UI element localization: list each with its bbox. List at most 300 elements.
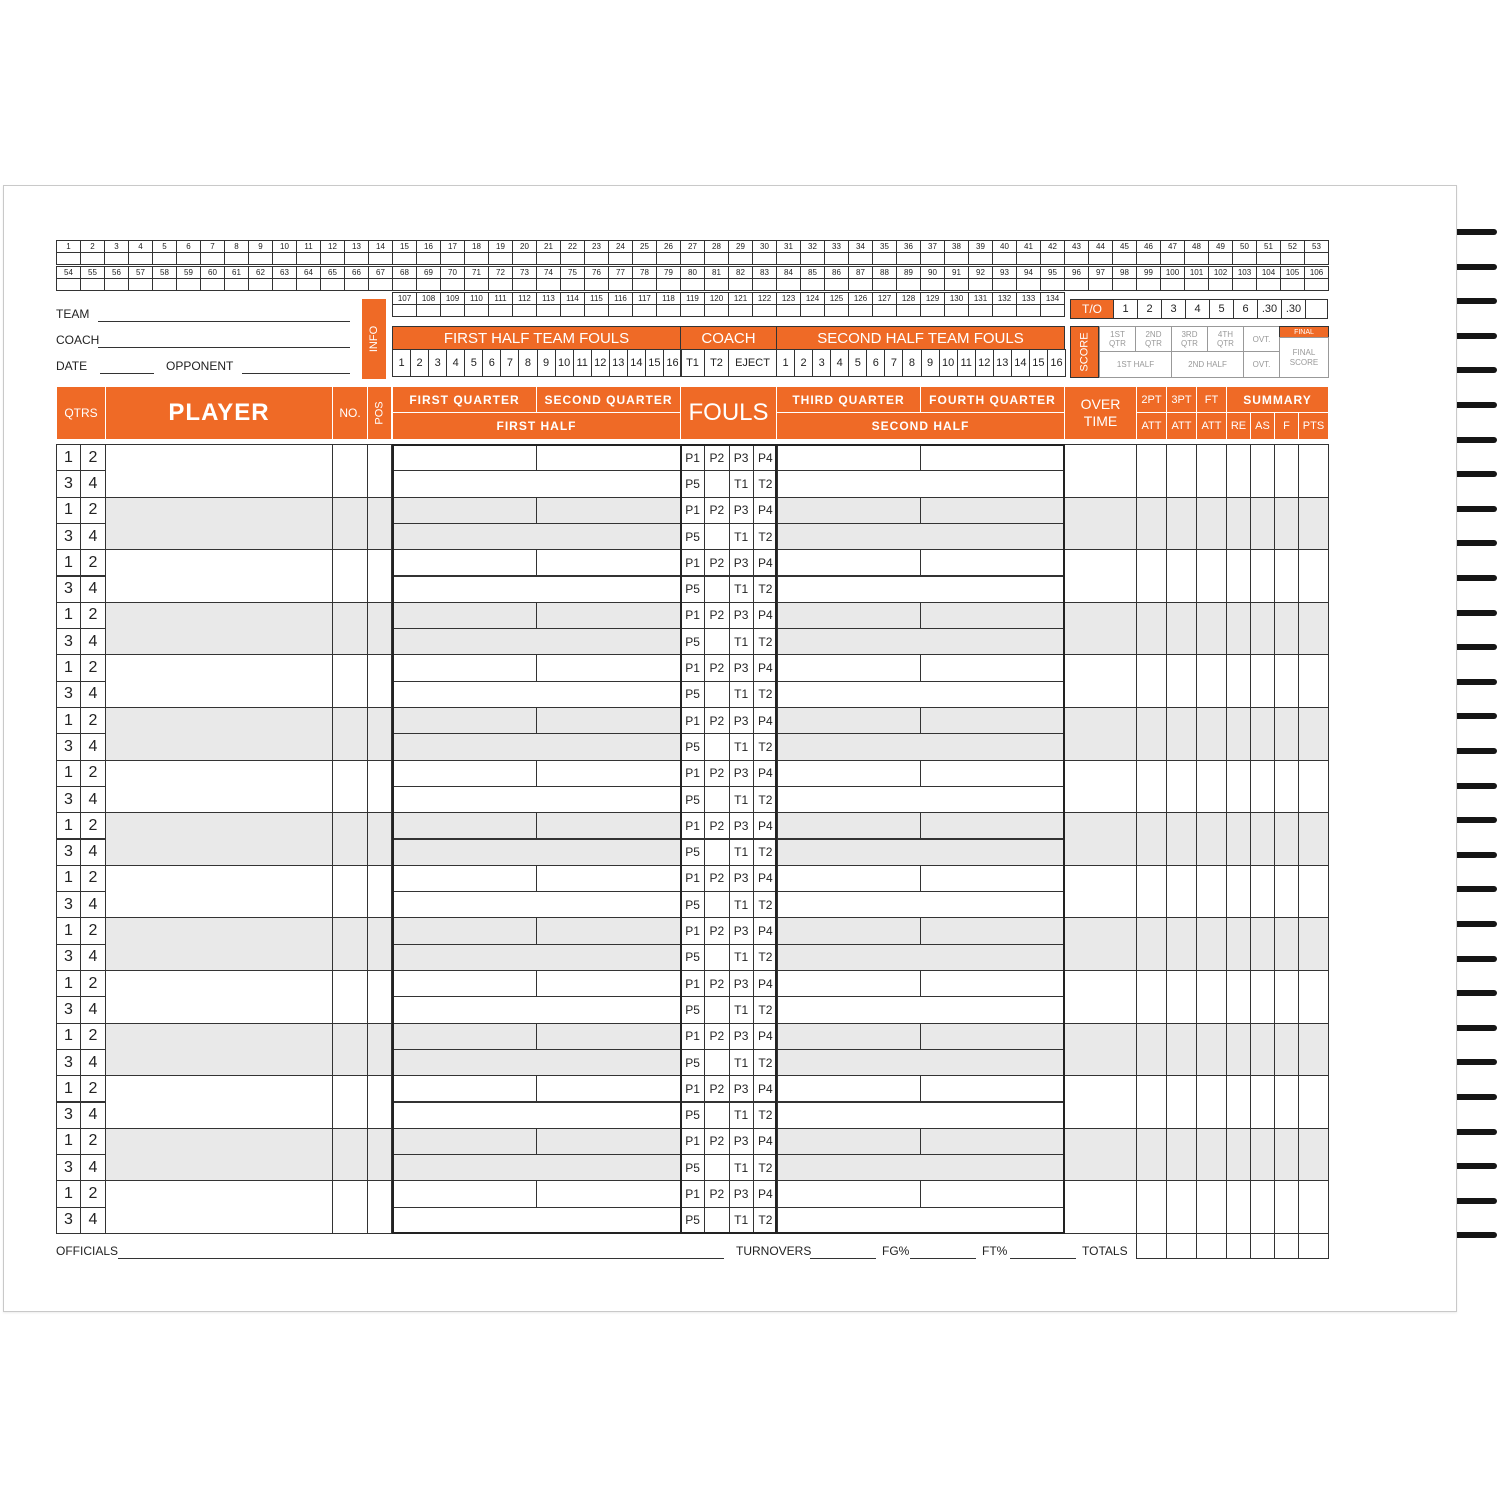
player-number-field[interactable] [332,917,368,971]
rebounds-field[interactable] [1226,812,1251,866]
personal-foul-box[interactable]: P3 [729,1180,754,1207]
player-name-field[interactable] [105,497,333,551]
personal-foul-box[interactable]: P4 [753,1180,778,1207]
point-box[interactable] [752,278,777,291]
quarter-box[interactable]: 2 [80,444,106,471]
score-quarter-box[interactable]: OVT. [1243,326,1280,352]
three-point-field[interactable] [1166,865,1197,919]
quarter-box[interactable]: 3 [56,1049,81,1076]
point-box[interactable] [968,304,993,317]
quarter-box[interactable]: 3 [56,839,81,866]
point-box[interactable] [1112,278,1137,291]
totals-field[interactable] [1136,1233,1167,1259]
points-field[interactable] [1298,497,1329,551]
player-position-field[interactable] [367,760,392,814]
personal-foul-box[interactable]: P4 [753,760,778,787]
first-half-foul-box[interactable]: 4 [446,349,465,377]
point-box[interactable] [464,278,489,291]
score-half-box[interactable]: OVT. [1243,351,1280,378]
player-number-field[interactable] [332,1023,368,1077]
free-throw-field[interactable] [1196,654,1227,708]
fouls-field[interactable] [1274,549,1299,603]
personal-foul-box[interactable]: P2 [704,760,729,787]
personal-foul-box[interactable]: P1 [680,865,705,892]
point-box[interactable] [680,252,705,265]
rebounds-field[interactable] [1226,1075,1251,1129]
quarter-box[interactable]: 1 [56,654,81,681]
point-box[interactable] [296,278,321,291]
point-box[interactable] [800,304,825,317]
player-position-field[interactable] [367,812,392,866]
fouls-field[interactable] [1274,444,1299,498]
personal-foul-box[interactable]: P1 [680,549,705,576]
two-point-field[interactable] [1136,760,1167,814]
final-score-box[interactable]: FINAL SCORE [1279,337,1329,378]
score-quarter-box[interactable]: 4TH QTR [1207,326,1244,352]
point-box[interactable] [560,252,585,265]
quarter-box[interactable]: 4 [80,996,106,1023]
point-box[interactable] [176,252,201,265]
rebounds-field[interactable] [1226,1023,1251,1077]
rebounds-field[interactable] [1226,760,1251,814]
first-half-foul-box[interactable]: 2 [410,349,429,377]
fg-field[interactable] [910,1258,976,1259]
free-throw-field[interactable] [1196,1128,1227,1182]
three-point-field[interactable] [1166,444,1197,498]
point-box[interactable] [944,278,969,291]
free-throw-field[interactable] [1196,1180,1227,1234]
two-point-field[interactable] [1136,1128,1167,1182]
rebounds-field[interactable] [1226,970,1251,1024]
point-box[interactable] [1184,278,1209,291]
point-box[interactable] [56,252,81,265]
point-box[interactable] [656,252,681,265]
timeout-box[interactable]: .30 [1257,299,1282,319]
fouls-field[interactable] [1274,865,1299,919]
quarter-box[interactable]: 3 [56,944,81,971]
quarter-box[interactable]: 4 [80,839,106,866]
quarter-box[interactable]: 4 [80,733,106,760]
quarter-box[interactable]: 2 [80,654,106,681]
point-box[interactable] [824,304,849,317]
point-box[interactable] [632,304,657,317]
point-box[interactable] [992,252,1017,265]
points-field[interactable] [1298,1128,1329,1182]
quarter-box[interactable]: 3 [56,470,81,497]
quarter-box[interactable]: 1 [56,917,81,944]
quarter-box[interactable]: 2 [80,1180,106,1207]
two-point-field[interactable] [1136,444,1167,498]
player-name-field[interactable] [105,707,333,761]
point-box[interactable] [656,278,681,291]
free-throw-field[interactable] [1196,760,1227,814]
quarter-box[interactable]: 4 [80,944,106,971]
point-box[interactable] [536,304,561,317]
personal-foul-box[interactable]: P1 [680,1023,705,1050]
points-field[interactable] [1298,1180,1329,1234]
player-position-field[interactable] [367,1128,392,1182]
point-box[interactable] [512,278,537,291]
personal-foul-box[interactable]: P5 [680,1154,705,1181]
point-box[interactable] [272,278,297,291]
quarter-box[interactable]: 1 [56,1128,81,1155]
personal-foul-box[interactable]: P5 [680,891,705,918]
first-half-foul-box[interactable]: 1 [392,349,411,377]
second-half-foul-box[interactable]: 5 [848,349,867,377]
quarter-box[interactable]: 4 [80,1154,106,1181]
three-point-field[interactable] [1166,970,1197,1024]
first-half-foul-box[interactable]: 9 [537,349,556,377]
overtime-field[interactable] [1064,760,1137,814]
points-field[interactable] [1298,1075,1329,1129]
point-box[interactable] [272,252,297,265]
player-position-field[interactable] [367,549,392,603]
point-box[interactable] [584,278,609,291]
first-half-foul-box[interactable]: 8 [518,349,537,377]
quarter-box[interactable]: 4 [80,1207,106,1234]
player-name-field[interactable] [105,1075,333,1129]
point-box[interactable] [560,304,585,317]
point-box[interactable] [776,304,801,317]
player-number-field[interactable] [332,970,368,1024]
personal-foul-box[interactable]: P3 [729,812,754,839]
quarter-box[interactable]: 3 [56,523,81,550]
point-box[interactable] [320,252,345,265]
player-name-field[interactable] [105,654,333,708]
two-point-field[interactable] [1136,654,1167,708]
point-box[interactable] [1160,252,1185,265]
player-name-field[interactable] [105,444,333,498]
team-field[interactable] [98,321,350,322]
assists-field[interactable] [1250,444,1275,498]
assists-field[interactable] [1250,654,1275,708]
personal-foul-box[interactable]: P2 [704,497,729,524]
point-box[interactable] [920,278,945,291]
personal-foul-box[interactable]: P2 [704,1180,729,1207]
point-box[interactable] [992,278,1017,291]
quarter-box[interactable]: 1 [56,707,81,734]
score-quarter-box[interactable]: 2ND QTR [1135,326,1172,352]
assists-field[interactable] [1250,865,1275,919]
quarter-box[interactable]: 2 [80,970,106,997]
player-number-field[interactable] [332,497,368,551]
quarter-box[interactable]: 1 [56,602,81,629]
assists-field[interactable] [1250,1075,1275,1129]
point-box[interactable] [128,278,153,291]
second-half-foul-box[interactable]: 7 [884,349,903,377]
overtime-field[interactable] [1064,444,1137,498]
quarter-box[interactable]: 4 [80,470,106,497]
quarter-box[interactable]: 3 [56,1154,81,1181]
personal-foul-box[interactable]: T1 [729,576,754,603]
personal-foul-box[interactable]: P4 [753,812,778,839]
personal-foul-box[interactable]: P5 [680,1049,705,1076]
point-box[interactable] [752,252,777,265]
point-box[interactable] [944,252,969,265]
player-name-field[interactable] [105,760,333,814]
personal-foul-box[interactable]: P2 [704,1075,729,1102]
overtime-field[interactable] [1064,1128,1137,1182]
point-box[interactable] [848,304,873,317]
personal-foul-box[interactable]: P3 [729,1023,754,1050]
personal-foul-box[interactable]: P5 [680,1207,705,1234]
two-point-field[interactable] [1136,549,1167,603]
coach-foul-box[interactable]: EJECT [728,349,777,377]
point-box[interactable] [416,252,441,265]
overtime-field[interactable] [1064,970,1137,1024]
quarter-box[interactable]: 4 [80,891,106,918]
personal-foul-box[interactable]: P1 [680,1128,705,1155]
personal-foul-box[interactable]: P2 [704,707,729,734]
free-throw-field[interactable] [1196,549,1227,603]
points-field[interactable] [1298,760,1329,814]
point-box[interactable] [872,252,897,265]
two-point-field[interactable] [1136,707,1167,761]
assists-field[interactable] [1250,602,1275,656]
point-box[interactable] [992,304,1017,317]
personal-foul-box[interactable]: P3 [729,602,754,629]
three-point-field[interactable] [1166,654,1197,708]
personal-foul-box[interactable]: T2 [753,891,778,918]
player-position-field[interactable] [367,654,392,708]
quarter-box[interactable]: 1 [56,760,81,787]
point-box[interactable] [728,252,753,265]
two-point-field[interactable] [1136,602,1167,656]
totals-field[interactable] [1250,1233,1275,1259]
point-box[interactable] [920,252,945,265]
point-box[interactable] [1064,252,1089,265]
score-quarter-box[interactable]: 3RD QTR [1171,326,1208,352]
point-box[interactable] [80,278,105,291]
personal-foul-box[interactable]: P2 [704,549,729,576]
fouls-field[interactable] [1274,970,1299,1024]
point-box[interactable] [848,252,873,265]
personal-foul-box[interactable]: P5 [680,944,705,971]
quarter-box[interactable]: 1 [56,812,81,839]
three-point-field[interactable] [1166,707,1197,761]
rebounds-field[interactable] [1226,1180,1251,1234]
point-box[interactable] [1232,278,1257,291]
fouls-field[interactable] [1274,917,1299,971]
second-half-foul-box[interactable]: 13 [993,349,1012,377]
coach-foul-box[interactable]: T1 [680,349,705,377]
personal-foul-box[interactable]: P3 [729,917,754,944]
three-point-field[interactable] [1166,760,1197,814]
personal-foul-box[interactable]: P4 [753,497,778,524]
personal-foul-box[interactable]: P1 [680,917,705,944]
personal-foul-box[interactable]: P1 [680,812,705,839]
player-number-field[interactable] [332,444,368,498]
point-box[interactable] [680,278,705,291]
quarter-box[interactable]: 2 [80,1023,106,1050]
first-half-foul-box[interactable]: 10 [555,349,574,377]
personal-foul-box[interactable]: P2 [704,1128,729,1155]
personal-foul-box[interactable]: P1 [680,1180,705,1207]
point-box[interactable] [704,252,729,265]
points-field[interactable] [1298,917,1329,971]
quarter-box[interactable]: 4 [80,786,106,813]
free-throw-field[interactable] [1196,497,1227,551]
coach-field[interactable] [98,347,350,348]
player-number-field[interactable] [332,865,368,919]
personal-foul-box[interactable]: P5 [680,523,705,550]
two-point-field[interactable] [1136,865,1167,919]
personal-foul-box[interactable]: P4 [753,865,778,892]
point-box[interactable] [1232,252,1257,265]
personal-foul-box[interactable]: P2 [704,812,729,839]
two-point-field[interactable] [1136,1180,1167,1234]
point-box[interactable] [1016,304,1041,317]
personal-foul-box[interactable]: P5 [680,576,705,603]
personal-foul-box[interactable]: T2 [753,576,778,603]
player-number-field[interactable] [332,549,368,603]
quarter-box[interactable]: 3 [56,1102,81,1129]
point-box[interactable] [656,304,681,317]
personal-foul-box[interactable]: P3 [729,970,754,997]
rebounds-field[interactable] [1226,917,1251,971]
personal-foul-box[interactable]: T2 [753,733,778,760]
overtime-field[interactable] [1064,549,1137,603]
fouls-field[interactable] [1274,812,1299,866]
player-position-field[interactable] [367,917,392,971]
personal-foul-box[interactable]: P4 [753,602,778,629]
personal-foul-box[interactable]: T2 [753,944,778,971]
free-throw-field[interactable] [1196,970,1227,1024]
point-box[interactable] [488,304,513,317]
point-box[interactable] [824,252,849,265]
fouls-field[interactable] [1274,1023,1299,1077]
second-half-foul-box[interactable]: 14 [1011,349,1030,377]
quarter-box[interactable]: 2 [80,760,106,787]
totals-field[interactable] [1274,1233,1299,1259]
point-box[interactable] [608,278,633,291]
free-throw-field[interactable] [1196,1023,1227,1077]
totals-field[interactable] [1298,1233,1329,1259]
points-field[interactable] [1298,1023,1329,1077]
point-box[interactable] [440,304,465,317]
personal-foul-box[interactable]: P1 [680,970,705,997]
quarter-box[interactable]: 3 [56,891,81,918]
coach-foul-box[interactable]: T2 [704,349,729,377]
point-box[interactable] [896,304,921,317]
personal-foul-box[interactable]: T1 [729,1049,754,1076]
first-half-foul-box[interactable]: 5 [464,349,483,377]
player-number-field[interactable] [332,707,368,761]
player-name-field[interactable] [105,812,333,866]
point-box[interactable] [1040,252,1065,265]
quarter-box[interactable]: 2 [80,602,106,629]
assists-field[interactable] [1250,812,1275,866]
free-throw-field[interactable] [1196,444,1227,498]
two-point-field[interactable] [1136,917,1167,971]
point-box[interactable] [392,278,417,291]
point-box[interactable] [200,252,225,265]
free-throw-field[interactable] [1196,602,1227,656]
point-box[interactable] [584,252,609,265]
point-box[interactable] [248,278,273,291]
personal-foul-box[interactable]: P2 [704,444,729,471]
personal-foul-box[interactable]: T2 [753,681,778,708]
personal-foul-box[interactable]: P2 [704,917,729,944]
fouls-field[interactable] [1274,497,1299,551]
second-half-foul-box[interactable]: 11 [957,349,976,377]
free-throw-field[interactable] [1196,707,1227,761]
two-point-field[interactable] [1136,497,1167,551]
personal-foul-box[interactable]: T1 [729,523,754,550]
second-half-foul-box[interactable]: 8 [902,349,921,377]
point-box[interactable] [368,278,393,291]
personal-foul-box[interactable]: P2 [704,602,729,629]
three-point-field[interactable] [1166,549,1197,603]
point-box[interactable] [1136,252,1161,265]
point-box[interactable] [80,252,105,265]
assists-field[interactable] [1250,917,1275,971]
player-name-field[interactable] [105,917,333,971]
points-field[interactable] [1298,602,1329,656]
point-box[interactable] [440,252,465,265]
three-point-field[interactable] [1166,1075,1197,1129]
point-box[interactable] [608,252,633,265]
personal-foul-box[interactable]: T1 [729,681,754,708]
personal-foul-box[interactable]: P3 [729,497,754,524]
point-box[interactable] [344,278,369,291]
point-box[interactable] [896,278,921,291]
timeout-box[interactable]: 4 [1185,299,1210,319]
quarter-box[interactable]: 3 [56,681,81,708]
quarter-box[interactable]: 4 [80,1049,106,1076]
personal-foul-box[interactable]: P4 [753,1075,778,1102]
point-box[interactable] [200,278,225,291]
first-half-foul-box[interactable]: 15 [645,349,664,377]
overtime-field[interactable] [1064,1023,1137,1077]
player-name-field[interactable] [105,1023,333,1077]
point-box[interactable] [872,278,897,291]
personal-foul-box[interactable]: T1 [729,944,754,971]
timeout-box[interactable]: 2 [1137,299,1162,319]
points-field[interactable] [1298,970,1329,1024]
overtime-field[interactable] [1064,602,1137,656]
points-field[interactable] [1298,654,1329,708]
timeout-box[interactable]: 1 [1113,299,1138,319]
assists-field[interactable] [1250,497,1275,551]
two-point-field[interactable] [1136,1023,1167,1077]
overtime-field[interactable] [1064,1075,1137,1129]
three-point-field[interactable] [1166,1128,1197,1182]
timeout-box[interactable]: 3 [1161,299,1186,319]
personal-foul-box[interactable]: P4 [753,1023,778,1050]
point-box[interactable] [680,304,705,317]
assists-field[interactable] [1250,549,1275,603]
first-half-foul-box[interactable]: 11 [573,349,592,377]
personal-foul-box[interactable]: P4 [753,917,778,944]
point-box[interactable] [224,278,249,291]
second-half-foul-box[interactable]: 15 [1029,349,1048,377]
quarter-box[interactable]: 3 [56,576,81,603]
quarter-box[interactable]: 1 [56,497,81,524]
player-position-field[interactable] [367,970,392,1024]
first-half-foul-box[interactable]: 7 [500,349,519,377]
point-box[interactable] [224,252,249,265]
second-half-foul-box[interactable]: 2 [794,349,813,377]
point-box[interactable] [368,252,393,265]
second-half-foul-box[interactable]: 16 [1047,349,1066,377]
three-point-field[interactable] [1166,1180,1197,1234]
point-box[interactable] [776,278,801,291]
overtime-field[interactable] [1064,1180,1137,1234]
personal-foul-box[interactable]: P2 [704,970,729,997]
point-box[interactable] [536,278,561,291]
quarter-box[interactable]: 3 [56,1207,81,1234]
